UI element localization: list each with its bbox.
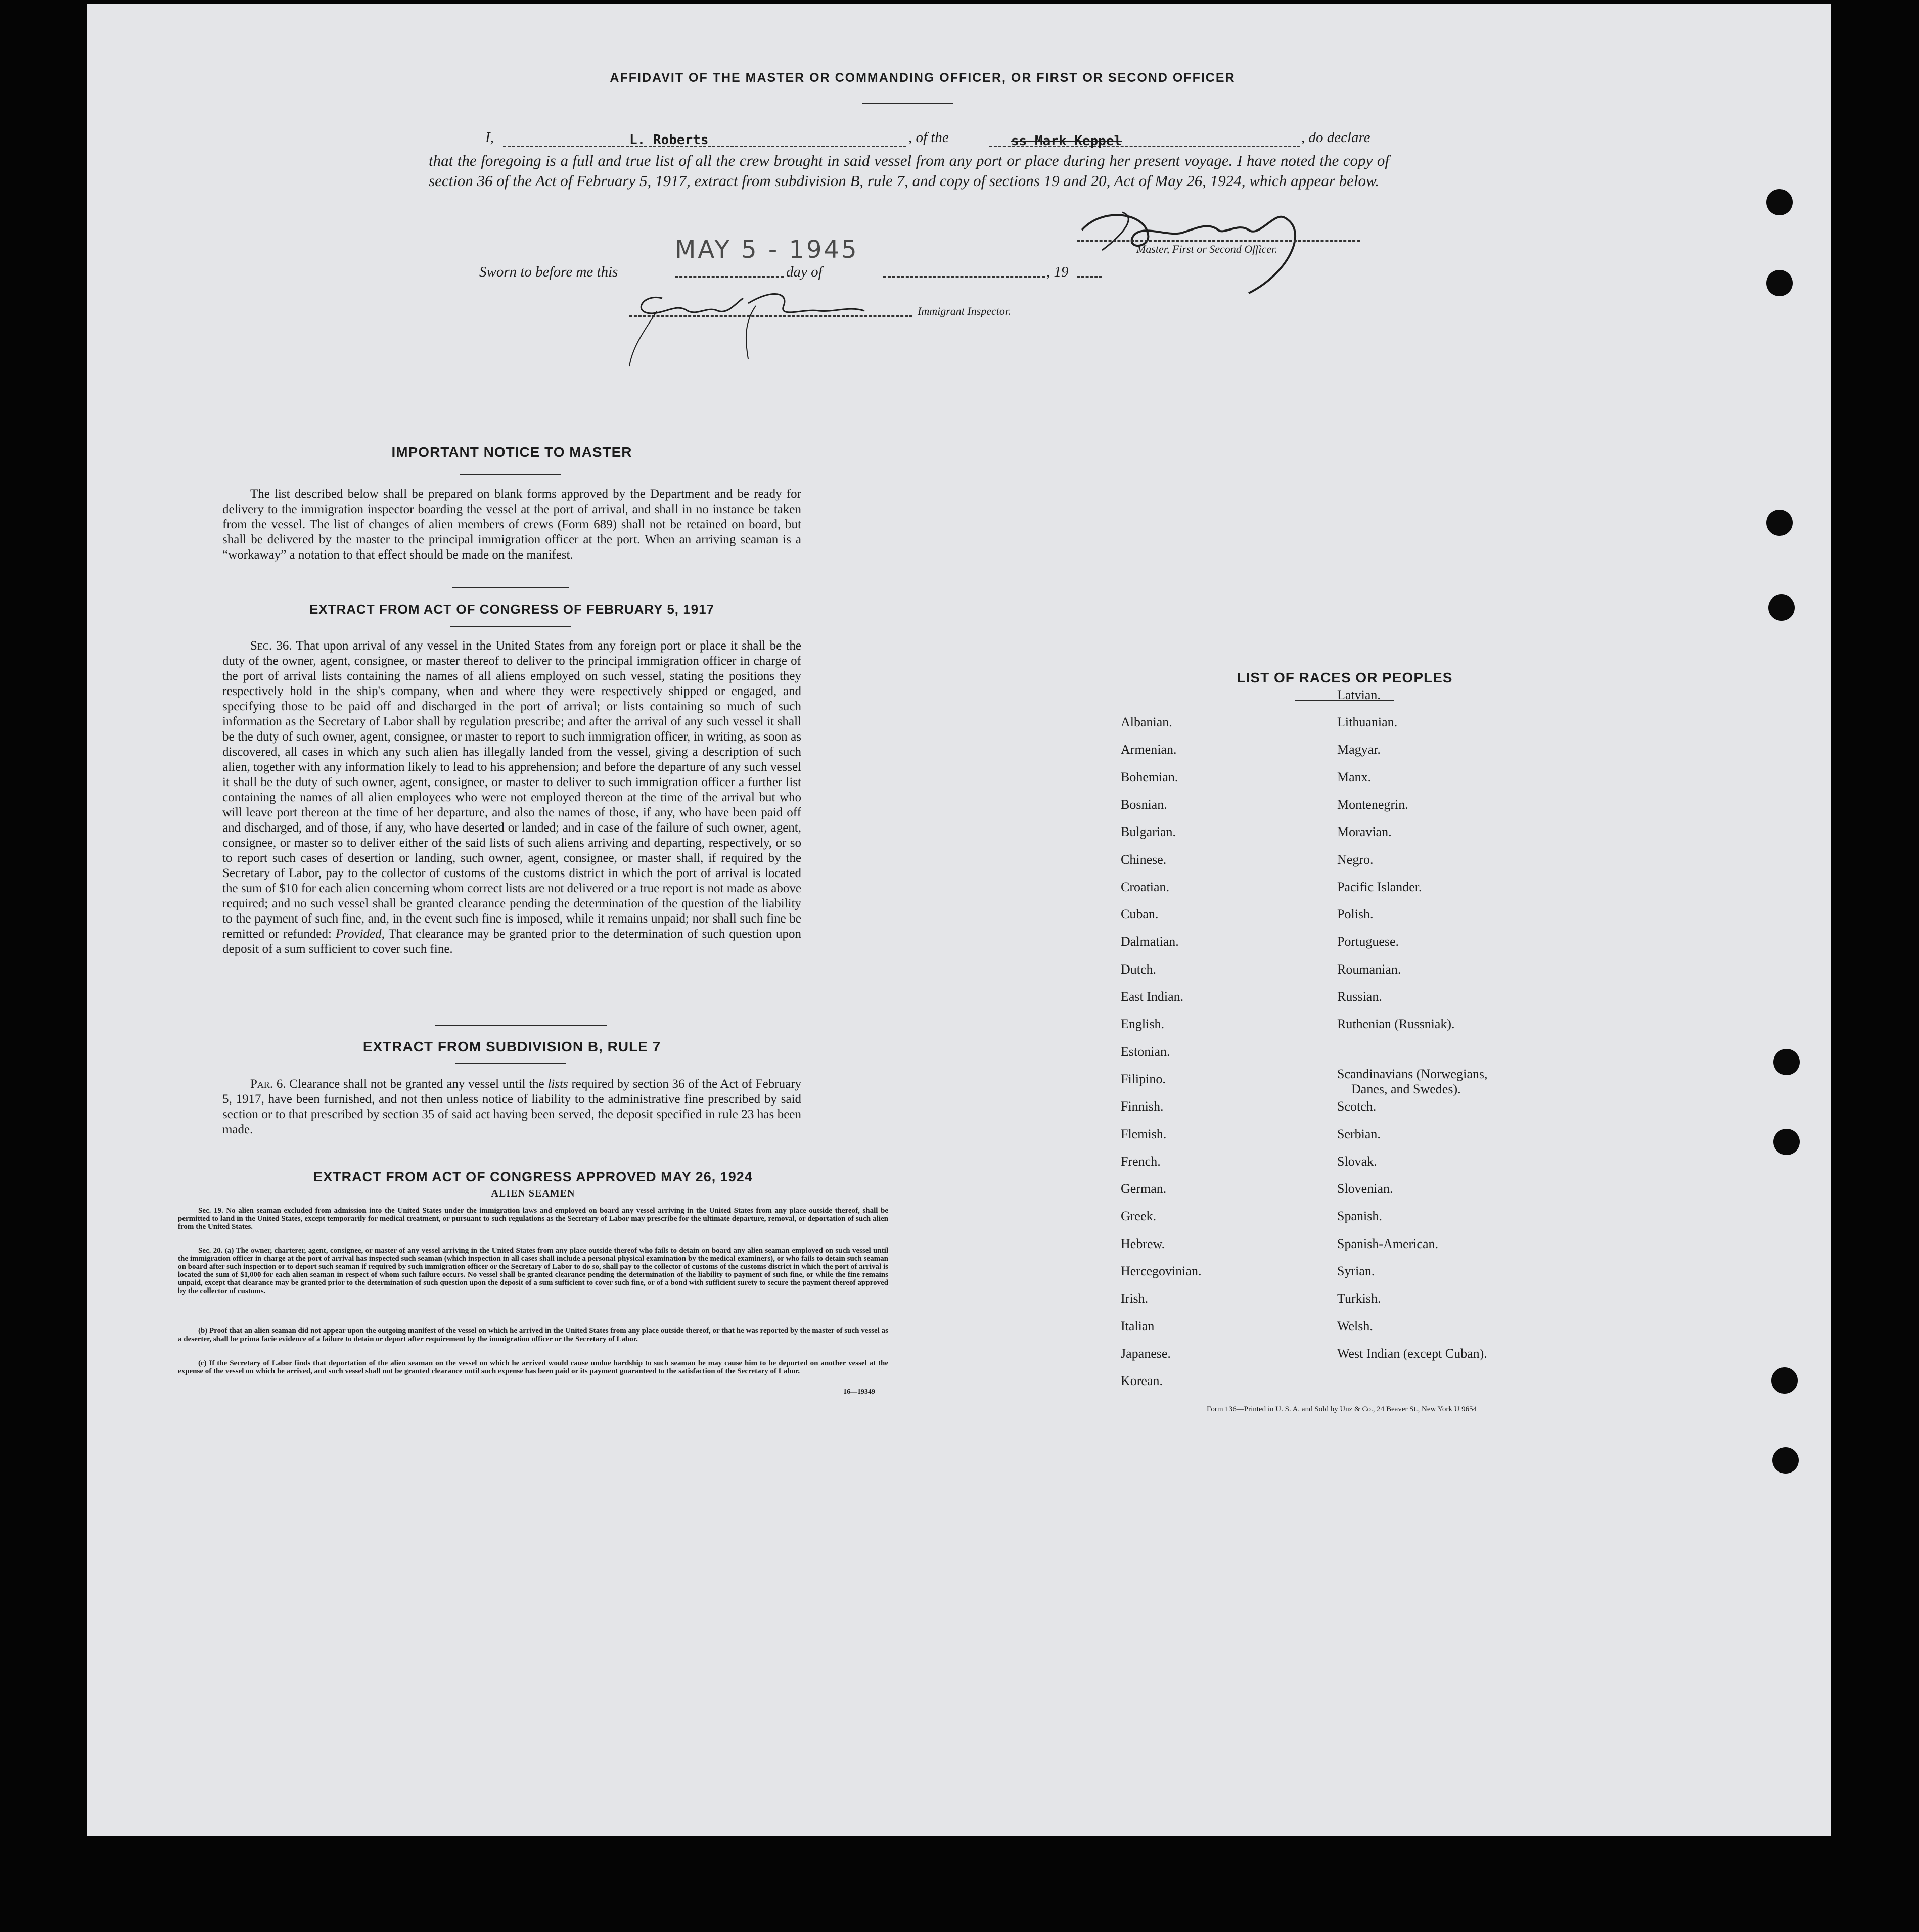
- divider: [455, 1063, 566, 1064]
- inspector-caption: Immigrant Inspector.: [918, 305, 1011, 317]
- punch-hole: [1766, 189, 1793, 215]
- punch-hole: [1766, 270, 1793, 296]
- race-item: Italian: [1121, 1319, 1155, 1333]
- act-1924-sec-20a: Sec. 20. (a) The owner, charterer, agent, consignee, or master of any vessel arriving in the United States from any place outside thereof who fails to detain on board any alien seaman employed on such vessel until the immigration officer in charge at the port of arrival has inspected such seaman (which inspection in all cases shall include a personal physical examination by the medical examiners), or who fails to detain such seaman on board after such inspection or to deport such seaman if required by such immigration officer or the Secretary of Labor to do so, shall pay to the collector of customs of the customs district in which the port of arrival is located the sum of $1,000 for each alien seaman in respect of whom such failure occurs. No vessel shall be granted clearance pending the determination of the liability to payment of such fine, or while the fine remains unpaid, except that clearance may be granted prior to the determination of such question upon the deposit of a sum sufficient to cover such fine, or of a bond with sufficient surety to secure the payment thereof approved by the collector of customs.: [178, 1247, 888, 1295]
- race-item: English.: [1121, 1017, 1164, 1031]
- punch-hole: [1766, 510, 1793, 536]
- race-item: Scandinavians (Norwegians,: [1337, 1067, 1488, 1081]
- race-item: Pacific Islander.: [1337, 880, 1422, 894]
- act-1917-title: EXTRACT FROM ACT OF CONGRESS OF FEBRUARY 5, 1917: [309, 602, 715, 617]
- affidavit-i-label: I,: [485, 129, 494, 146]
- affidavit-body: that the foregoing is a full and true list of all the crew brought in said vessel from any port or place during her present voyage. I have noted the copy of section 36 of the Act of February 5, 1917, extract from subdivision B, rule 7, and copy of sections 19 and 20, Act of May 26, 1924, which appear below.: [429, 152, 1389, 190]
- divider: [460, 474, 561, 475]
- act-1924-sec-20c: (c) If the Secretary of Labor finds that deportation of the alien seaman on the vessel on which he arrived would cause undue hardship to such seaman he may cause him to be deported on another vessel at the expense of the vessel on which he arrived, and such vessel shall not be granted clearance until such expense has been paid or its payment guaranteed to the satisfaction of the Secretary of Labor.: [178, 1359, 888, 1375]
- race-item: Latvian.: [1337, 687, 1381, 702]
- section-text: That upon arrival of any vessel in the United States from any foreign port or place it shall be the duty of the owner, agent, consignee, or master thereof to deliver to the principal immigration officer in charge of the port of arrival lists containing the names of all aliens employed on such vessel, stating the positions they respectively hold in the ship's company, when and where they were respectively shipped or engaged, and specifying those to be paid off and discharged in the port of arrival; or lists containing so much of such information as the Secretary of Labor shall by regulation prescribe; and after the arrival of any such vessel it shall be the duty of such owner, agent, consignee, or master to report to such immigration officer, in writing, as soon as discovered, all cases in which any such alien has illegally landed from the vessel, giving a description of such alien, together with any information likely to lead to his apprehension; and before the departure of any such vessel it shall be the duty of such owner, agent, consignee, or master to deliver to such immigration officer a further list containing the names of all alien employees who were not employed thereon at the time of the arrival but who will leave port thereon at the time of her departure, and also the names of those, if any, who have been paid off and discharged, and of those, if any, who have deserted or landed; and in case of the failure of such owner, agent, consignee, or master so to deliver either of the said lists of such aliens arriving and departing, respectively, or so to report such cases of desertion or landing, such owner, agent, consignee, or master shall, if required by the Secretary of Labor, pay to the collector of customs of the customs district in which the port of arrival is located the sum of $10 for each alien concerning whom correct lists are not delivered or a true report is not made as above required; and no such vessel shall be granted clearance pending the determination of the question of the liability to the payment of such fine, and, in the event such fine is imposed, while it remains unpaid; nor shall such fine be remitted or refunded:: [222, 639, 801, 941]
- rule-text-b: required by section 36 of the Act of February 5, 1917, have been furnished, and not then unless notice of liability to the administrative fine prescribed by said section or to that prescribed by section 35 of said act having been served, the deposit specified in rule 23 has been made.: [222, 1077, 802, 1136]
- race-item: Slovenian.: [1337, 1181, 1393, 1196]
- race-item: German.: [1121, 1181, 1167, 1196]
- print-code: 16—19349: [843, 1388, 875, 1396]
- affidavit-title: AFFIDAVIT OF THE MASTER OR COMMANDING OFFICER, OR FIRST OR SECOND OFFICER: [610, 71, 1236, 85]
- section-label: Sec. 36.: [250, 639, 292, 653]
- race-item: Manx.: [1337, 770, 1372, 785]
- race-item: Negro.: [1337, 852, 1374, 867]
- race-item: Finnish.: [1121, 1099, 1164, 1114]
- act-1924-sec-19: Sec. 19. No alien seaman excluded from admission into the United States under the immigration laws and employed on board any vessel arriving in the United States from any place outside thereof, shall be permitted to land in the United States, except temporarily for medical treatment, or pursuant to such regulations as the Secretary of Labor may prescribe for the ultimate departure, removal, or deportation of such alien from the United States.: [178, 1207, 888, 1231]
- race-item: Syrian.: [1337, 1264, 1375, 1278]
- rule-text-a: Clearance shall not be granted any vessel until the: [289, 1077, 544, 1091]
- race-item: Serbian.: [1337, 1127, 1381, 1141]
- day-of-label: day of: [786, 264, 823, 280]
- race-item: Croatian.: [1121, 880, 1170, 894]
- punch-hole: [1771, 1367, 1798, 1394]
- race-item: Hebrew.: [1121, 1236, 1165, 1251]
- race-item: Bohemian.: [1121, 770, 1178, 785]
- race-item: Spanish.: [1337, 1209, 1382, 1223]
- sworn-year-line: [1077, 276, 1102, 278]
- form-footer: Form 136—Printed in U. S. A. and Sold by Unz & Co., 24 Beaver St., New York U 9654: [1207, 1405, 1477, 1413]
- punch-hole: [1768, 594, 1795, 621]
- race-item: Magyar.: [1337, 742, 1381, 757]
- punch-hole: [1773, 1129, 1800, 1155]
- sworn-label: Sworn to before me this: [479, 264, 618, 280]
- section-text-end: That clearance may be granted prior to the determination of such question upon deposit of a sum sufficient to cover such fine.: [222, 927, 801, 956]
- notice-title: IMPORTANT NOTICE TO MASTER: [391, 444, 632, 460]
- race-item: French.: [1121, 1154, 1161, 1169]
- affidavit-do-declare: , do declare: [1301, 129, 1370, 146]
- race-item: Portuguese.: [1337, 934, 1399, 949]
- race-item: West Indian (except Cuban).: [1337, 1346, 1487, 1361]
- punch-hole: [1773, 1049, 1800, 1075]
- race-item: Lithuanian.: [1337, 715, 1398, 729]
- inspector-signature: [622, 283, 885, 369]
- race-item: Greek.: [1121, 1209, 1157, 1223]
- year-label: , 19: [1046, 264, 1069, 280]
- sworn-day-line: [675, 276, 784, 278]
- par-label: Par. 6.: [250, 1077, 286, 1091]
- race-item: Hercegovinian.: [1121, 1264, 1202, 1278]
- divider: [452, 587, 569, 588]
- race-item: Dutch.: [1121, 962, 1157, 977]
- race-item: Albanian.: [1121, 715, 1172, 729]
- punch-hole: [1772, 1447, 1799, 1474]
- race-item: Polish.: [1337, 907, 1374, 922]
- divider: [450, 626, 571, 627]
- race-item: Armenian.: [1121, 742, 1177, 757]
- act-1917-body: [222, 638, 801, 957]
- race-item: Irish.: [1121, 1291, 1149, 1306]
- master-name-field: L. Roberts: [629, 132, 709, 148]
- act-1924-sec-20b: (b) Proof that an alien seaman did not appear upon the outgoing manifest of the vessel on which he arrived in the United States from any place outside thereof, or that he was reported by the master of such vessel as a deserter, shall be prima facie evidence of a failure to detain or deport after requirement by the immigration officer or the Secretary of Labor.: [178, 1327, 888, 1343]
- divider: [862, 103, 953, 104]
- provided-word: Provided,: [335, 927, 385, 941]
- date-stamp: MAY 5 - 1945: [675, 236, 859, 264]
- rule-7-body: [222, 1077, 801, 1137]
- race-item: Scotch.: [1337, 1099, 1377, 1114]
- lists-word: lists: [547, 1077, 568, 1091]
- race-item: Welsh.: [1337, 1319, 1373, 1333]
- race-item: Chinese.: [1121, 852, 1167, 867]
- race-item: Flemish.: [1121, 1127, 1167, 1141]
- master-signature-line: [1077, 240, 1360, 242]
- race-item: Russian.: [1337, 989, 1382, 1004]
- act-1924-subtitle: ALIEN SEAMEN: [491, 1188, 575, 1199]
- race-item: Korean.: [1121, 1373, 1163, 1388]
- vessel-name-field: ss Mark Keppel: [1011, 133, 1122, 149]
- divider: [435, 1025, 607, 1026]
- race-item: Montenegrin.: [1337, 797, 1408, 812]
- race-item: Bosnian.: [1121, 797, 1167, 812]
- notice-body: The list described below shall be prepared on blank forms approved by the Department and be ready for delivery to the immigration inspector boarding the vessel at the port of arrival, and shall in no instance be taken from the vessel. The list of changes of alien members of crews (Form 689) shall not be retained on board, but shall be delivered by the master to the principal immigration officer at the port. When an arriving seaman is a “workaway” a notation to that effect should be made on the manifest.: [222, 487, 801, 562]
- race-item: Turkish.: [1337, 1291, 1381, 1306]
- race-item: Bulgarian.: [1121, 824, 1176, 839]
- sworn-month-line: [883, 276, 1045, 278]
- race-item: Ruthenian (Russniak).: [1337, 1017, 1455, 1031]
- race-item: Cuban.: [1121, 907, 1159, 922]
- race-item: Filipino.: [1121, 1072, 1166, 1086]
- race-item: Slovak.: [1337, 1154, 1377, 1169]
- races-title: LIST OF RACES OR PEOPLES: [1237, 670, 1453, 685]
- inspector-signature-line: [629, 315, 912, 317]
- affidavit-of-the: , of the: [908, 129, 949, 146]
- race-item: East Indian.: [1121, 989, 1184, 1004]
- race-item: Japanese.: [1121, 1346, 1171, 1361]
- race-item: Spanish-American.: [1337, 1236, 1439, 1251]
- race-item: Estonian.: [1121, 1044, 1170, 1059]
- rule-7-title: EXTRACT FROM SUBDIVISION B, RULE 7: [362, 1039, 661, 1054]
- race-item: Danes, and Swedes).: [1351, 1082, 1461, 1096]
- race-item: Dalmatian.: [1121, 934, 1179, 949]
- act-1924-title: EXTRACT FROM ACT OF CONGRESS APPROVED MAY 26, 1924: [313, 1169, 753, 1184]
- race-item: Moravian.: [1337, 824, 1392, 839]
- race-item: Roumanian.: [1337, 962, 1401, 977]
- master-caption: Master, First or Second Officer.: [1136, 243, 1277, 255]
